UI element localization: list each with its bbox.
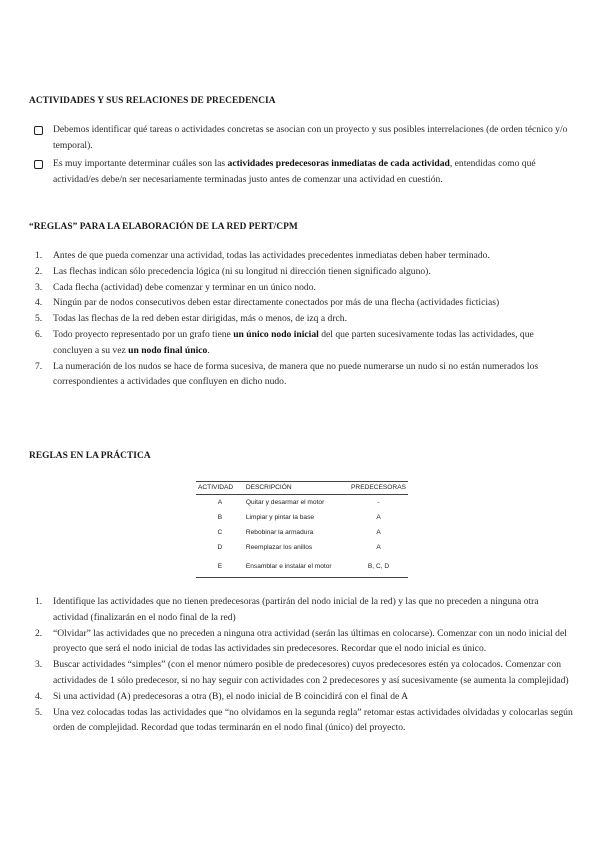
table-header-row [196, 482, 408, 495]
list-text: Una vez colocadas todas las actividades que “no olvidamos en la segunda regla” retomar estas actividades olvidadas y colocarlas según orden de complejidad. Recordad que todas terminarán en el nodo final (único) del proyecto. [53, 706, 573, 734]
list-number: 4. [35, 297, 43, 309]
list-item [29, 705, 574, 737]
list-number: 5. [35, 313, 43, 325]
bullet-text-post: , entendidas como qué actividad/es debe/n ser necesariamente terminadas justo antes de comenzar una actividad en cuestión. [53, 158, 536, 185]
list-number: 4. [35, 690, 43, 702]
bullet-predecessors [53, 156, 573, 188]
table-cell: - [377, 499, 380, 506]
list-text: La numeración de los nudos se hace de forma sucesiva, de manera que no puede numerarse un nudo si no están numerados los correspondientes a actividades que confluyen en dicho nudo. [53, 360, 539, 388]
list-text: Antes de que pueda comenzar una actividad, todas las actividades precedentes inmediatas deben haber terminado. [53, 250, 490, 261]
checkbox-icon [34, 126, 43, 135]
list-number: 2. [35, 627, 43, 639]
bullet-text-bold: actividades predecesoras inmediatas de cada actividad [227, 158, 450, 169]
list-item [29, 264, 574, 280]
table-row [196, 495, 408, 511]
list-number: 5. [35, 706, 43, 718]
table-row [196, 525, 408, 540]
list-item [29, 657, 574, 689]
table-cell: A [376, 544, 381, 551]
list-text-bold: un único nodo inicial [233, 328, 319, 340]
table-row [196, 540, 408, 555]
list-item [29, 248, 574, 264]
column-header: PREDECESORAS [349, 482, 408, 495]
list-number: 1. [35, 596, 43, 607]
section-heading-practice: REGLAS EN LA PRÁCTICA [29, 451, 151, 461]
list-number: 7. [35, 360, 43, 372]
list-text: Buscar actividades “simples” (con el menor número posible de predecesores) cuyos predecesores estén ya colocados. Comenzar con actividades de 1 sólo predecesor, si no hay seguir con actividades con 2 predecesores y así sucesivamente (se aumenta la complejidad) [53, 659, 569, 686]
list-text-pre: Todo proyecto representado por un grafo tiene [53, 328, 234, 340]
list-text: Todas las flechas de la red deben estar dirigidas, más o menos, de izq a drch. [53, 313, 347, 325]
list-text: “Olvidar” las actividades que no preceden a ninguna otra actividad (serán las últimas en colocarse). Comenzar con un nodo inicial del proyecto que será el nodo inicial de todas las actividades sin predecesores. Recordar que el nodo inicial es único. [53, 627, 567, 655]
table-cell: C [217, 529, 223, 536]
list-text-bold: un nodo final único [128, 344, 208, 356]
list-number: 3. [35, 281, 43, 293]
bullet-identify-activities: Debemos identificar qué tareas o actividades concretas se asocian con un proyecto y sus posibles interrelaciones (de orden técnico y/o temporal). [53, 124, 568, 151]
list-text-mid: del que parten sucesivamente todas las actividades, que concluyen a su vez [53, 328, 534, 356]
practice-list [29, 594, 574, 736]
list-text: Las flechas indican sólo precedencia lógica (ni su longitud ni dirección tienen significado alguno). [53, 265, 431, 277]
bullet-text-pre: Es muy importante determinar cuáles son las [53, 158, 228, 169]
list-item [29, 594, 574, 626]
table-row [196, 510, 408, 525]
list-number: 6. [35, 328, 43, 340]
rules-list [29, 248, 574, 390]
list-item [29, 626, 574, 658]
list-item [29, 359, 574, 391]
table-cell: Reemplazar los anillos [245, 544, 313, 551]
list-text: Identifique las actividades que no tienen predecesoras (partirán del nodo inicial de la red) y las que no preceden a ninguna otra actividad (finalizarán en el nodo final de la red) [53, 596, 539, 623]
list-item [29, 280, 574, 296]
checkbox-icon [34, 160, 43, 169]
table-cell: D [217, 544, 223, 551]
list-item [29, 327, 574, 359]
table-cell: Limpiar y pintar la base [245, 514, 315, 521]
table-cell: A [376, 529, 381, 536]
column-header: ACTIVIDAD [196, 482, 244, 495]
list-number: 3. [35, 659, 43, 671]
list-number: 2. [35, 265, 43, 277]
table-cell: Rebobinar la armadura [245, 529, 314, 536]
section-heading-precedence: ACTIVIDADES Y SUS RELACIONES DE PRECEDENCIA [29, 96, 276, 106]
table-row [196, 555, 408, 578]
table-cell: Quitar y desarmar el motor [245, 499, 325, 506]
list-text: Ningún par de nodos consecutivos deben estar directamente conectados por más de una flecha (actividades ficticias) [53, 297, 500, 309]
table-cell: A [376, 514, 381, 521]
list-text: Cada flecha (actividad) debe comenzar y terminar en un único nodo. [53, 281, 316, 293]
list-number: 1. [35, 250, 43, 261]
table-cell: B [217, 514, 223, 521]
section-heading-rules: “REGLAS” PARA LA ELABORACIÓN DE LA RED PERT/CPM [29, 222, 298, 232]
list-text-post: . [207, 344, 210, 356]
activities-table [196, 481, 408, 578]
list-item [29, 295, 574, 311]
table-cell: Ensamblar e instalar el motor [244, 555, 349, 578]
list-item [29, 689, 574, 705]
list-text: Si una actividad (A) predecesoras a otra (B), el nodo inicial de B coincidirá con el final de A [53, 690, 409, 702]
table-cell: E [196, 555, 244, 578]
column-header: DESCRIPCIÓN [244, 482, 349, 495]
table-cell: A [217, 499, 223, 506]
table-cell: B, C, D [349, 555, 408, 578]
list-item [29, 311, 574, 327]
